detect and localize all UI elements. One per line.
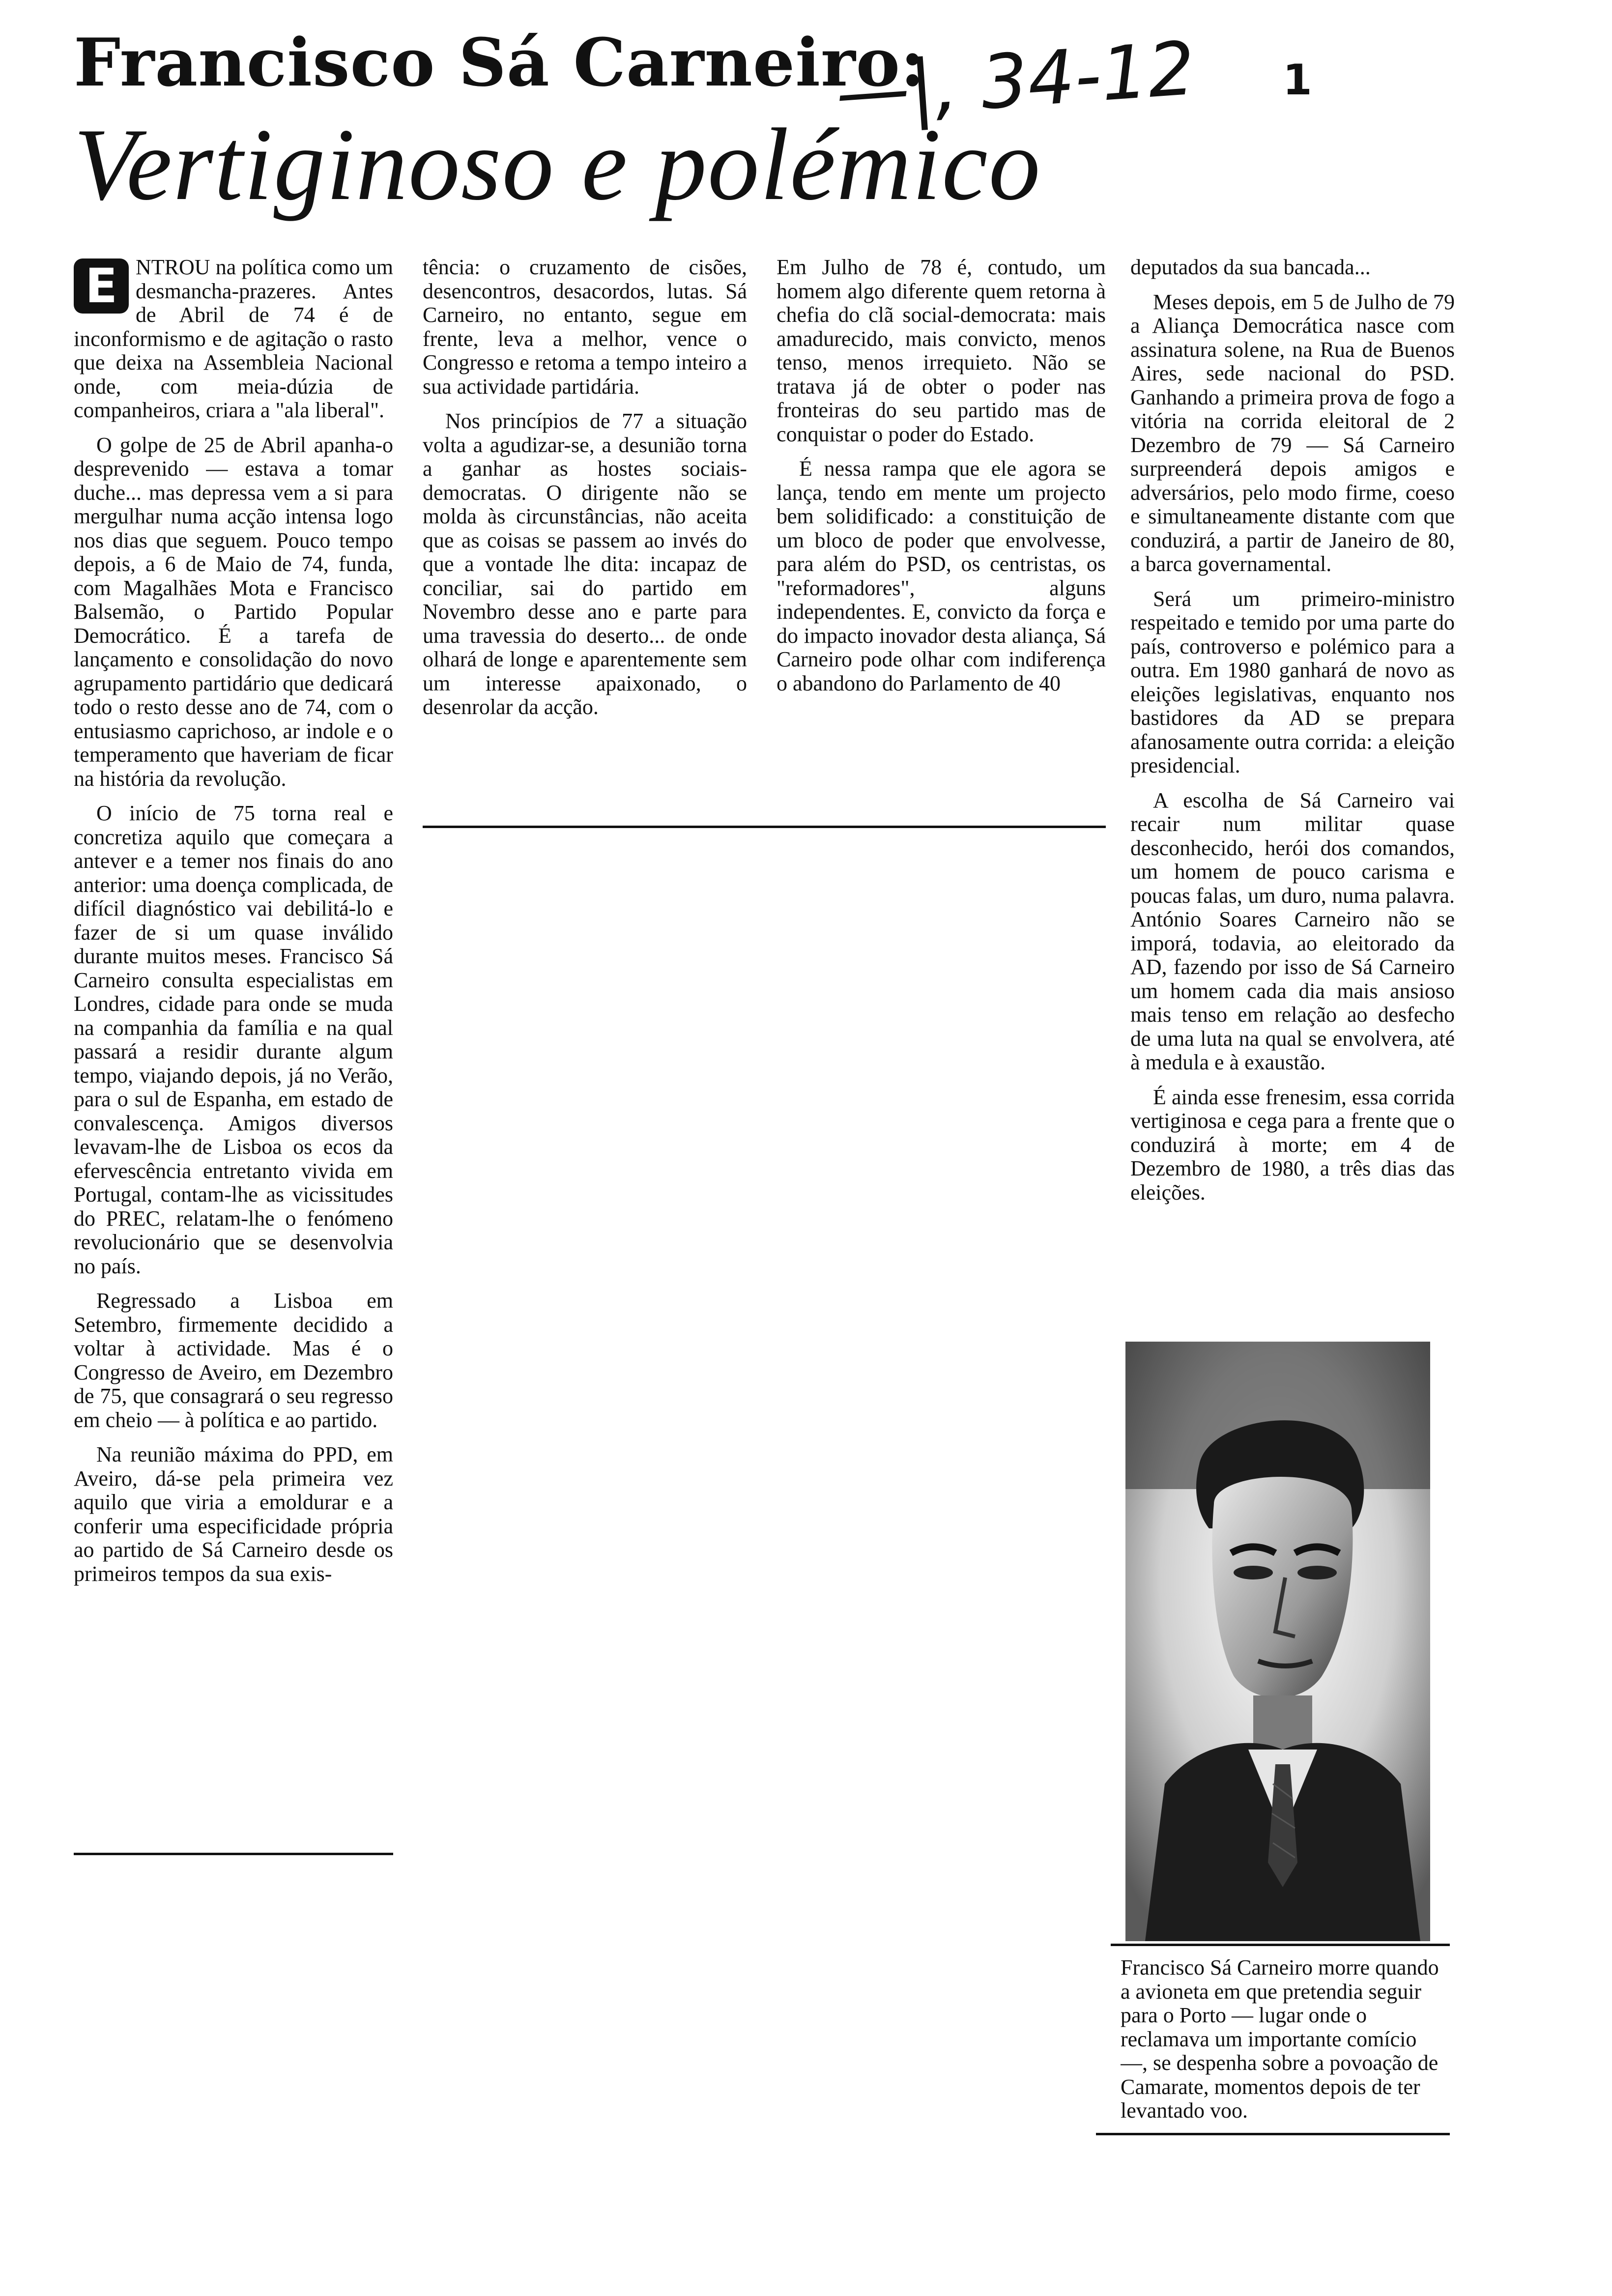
- article-column-2: [423, 256, 747, 821]
- paragraph: E NTROU na política como um desmancha-prazeres. Antes de Abril de 74 é de inconformismo e de agitação o rasto que deixa na Assembleia Nacional onde, com meia-dúzia de companheiros, criara a "ala liberal".: [74, 256, 393, 422]
- paragraph: É nessa rampa que ele agora se lança, tendo em mente um projecto bem solidificado: a constituição de um bloco de poder que envolvesse, para além do PSD, os centristas, os "reformadores", alguns independentes. E, convicto da força e do impacto inovador desta aliança, Sá Carneiro pode olhar com indiferença o abandono do Parlamento de 40: [777, 457, 1106, 695]
- paragraph: A escolha de Sá Carneiro vai recair num militar quase desconhecido, herói dos comandos, um homem de pouco carisma e poucas falas, um duro, numa palavra. António Soares Carneiro não se imporá, todavia, ao eleitorado da AD, fazendo por isso de Sá Carneiro um homem cada dia mais ansioso mais tenso em relação ao desfecho de uma luta na qual se envolvera, até à medula e à exaustão.: [1130, 788, 1455, 1074]
- paragraph: Meses depois, em 5 de Julho de 79 a Aliança Democrática nasce com assinatura solene, na Rua de Buenos Aires, sede nacional do PSD. Ganhando a primeira prova de fogo a vitória na corrida eleitoral de 2 Dezembro de 79 — Sá Carneiro surpreenderá depois amigos e adversários, pelo modo firme, coeso e simultaneamente distante com que conduzirá, a partir de Janeiro de 80, a barca governamental.: [1130, 289, 1455, 576]
- article-column-4: [1130, 256, 1455, 1337]
- paragraph: Será um primeiro-ministro respeitado e temido por uma parte do país, controverso e polémico para a outra. Em 1980 ganhará de novo as eleições legislativas, enquanto nos bastidores da AD se prepara afanosamente outra corrida: a eleição presidencial.: [1130, 586, 1455, 777]
- photo-rule-top: [1111, 1944, 1450, 1946]
- caption-rule-bottom: [1096, 2133, 1450, 2135]
- headline: Francisco Sá Carneiro:: [74, 24, 925, 101]
- page-mark: 1: [1283, 56, 1312, 105]
- photo-caption: Francisco Sá Carneiro morre quando a avioneta em que pretendia seguir para o Porto — lugar onde o reclamava um importante comício —, se despenha sobre a povoação de Camarate, momentos depois de ter levantado voo.: [1121, 1956, 1439, 2123]
- paragraph: O golpe de 25 de Abril apanha-o desprevenido — estava a tomar duche... mas depressa vem a si para mergulhar numa acção intensa logo nos dias que seguem. Pouco tempo depois, a 6 de Maio de 74, funda, com Magalhães Mota e Francisco Balsemão, o Partido Popular Democrático. É a tarefa de lançamento e consolidação do novo agrupamento partidário que dedicará todo o resto desse ano de 74, com o entusiasmo caprichoso, ar indole e o temperamento que haveriam de ficar na história da revolução.: [74, 432, 393, 791]
- paragraph: tência: o cruzamento de cisões, desencontros, desacordos, lutas. Sá Carneiro, no entanto, segue em frente, leva a melhor, vence o Congresso e retoma a tempo inteiro a sua actividade partidária.: [423, 256, 747, 399]
- handwritten-note: —|, 34-12: [833, 26, 1198, 137]
- column-rule: [74, 1853, 393, 1855]
- paragraph: Nos princípios de 77 a situação volta a agudizar-se, a desunião torna a ganhar as hostes sociais-democratas. O dirigente não se molda às circunstâncias, não aceita que as coisas se passem ao invés do que a vontade lhe dita: incapaz de conciliar, sai do partido em Novembro desse ano e parte para uma travessia do deserto... de onde olhará de longe e aparentemente sem um interesse apaixonado, o desenrolar da acção.: [423, 409, 747, 719]
- portrait-illustration: [1125, 1342, 1430, 1941]
- article-column-1: [74, 256, 393, 1843]
- paragraph: Em Julho de 78 é, contudo, um homem algo diferente quem retorna à chefia do clã social-democrata: mais amadurecido, mais convicto, menos tenso, menos irrequieto. Não se tratava já de obter o poder nas fronteiras do seu partido mas de conquistar o poder do Estado.: [777, 256, 1106, 446]
- paragraph: O início de 75 torna real e concretiza aquilo que começara a antever e a temer nos finais do ano anterior: uma doença complicada, de difícil diagnóstico vai debilitá-lo e fazer de si um quase inválido durante muitos meses. Francisco Sá Carneiro consulta especialistas em Londres, cidade para onde se muda na companhia da família e na qual passará a residir durante algum tempo, viajando depois, já no Verão, para o sul de Espanha, em estado de convalescença. Amigos diversos levavam-lhe de Lisboa os ecos da efervescência entretanto vivida em Portugal, contam-lhe as vicissitudes do PREC, relatam-lhe o fenómeno revolucionário que se desenvolvia no país.: [74, 801, 393, 1278]
- portrait-photo: [1125, 1342, 1430, 1941]
- horizontal-rule: [423, 826, 1106, 828]
- paragraph: Na reunião máxima do PPD, em Aveiro, dá-se pela primeira vez aquilo que viria a emoldurar e a conferir uma especificidade própria ao partido de Sá Carneiro desde os primeiros tempos da sua exis-: [74, 1442, 393, 1586]
- dropcap-letter: E: [74, 258, 129, 314]
- paragraph: deputados da sua bancada...: [1130, 256, 1371, 279]
- subheadline: Vertiginoso e polémico: [74, 108, 1041, 222]
- article-column-3: [777, 256, 1106, 821]
- paragraph: Regressado a Lisboa em Setembro, firmemente decidido a voltar à actividade. Mas é o Congresso de Aveiro, em Dezembro de 75, que consagrará o seu regresso em cheio — à política e ao partido.: [74, 1289, 393, 1432]
- paragraph: É ainda esse frenesim, essa corrida vertiginosa e cega para a frente que o conduzirá à morte; em 4 de Dezembro de 1980, a três dias das eleições.: [1130, 1085, 1455, 1205]
